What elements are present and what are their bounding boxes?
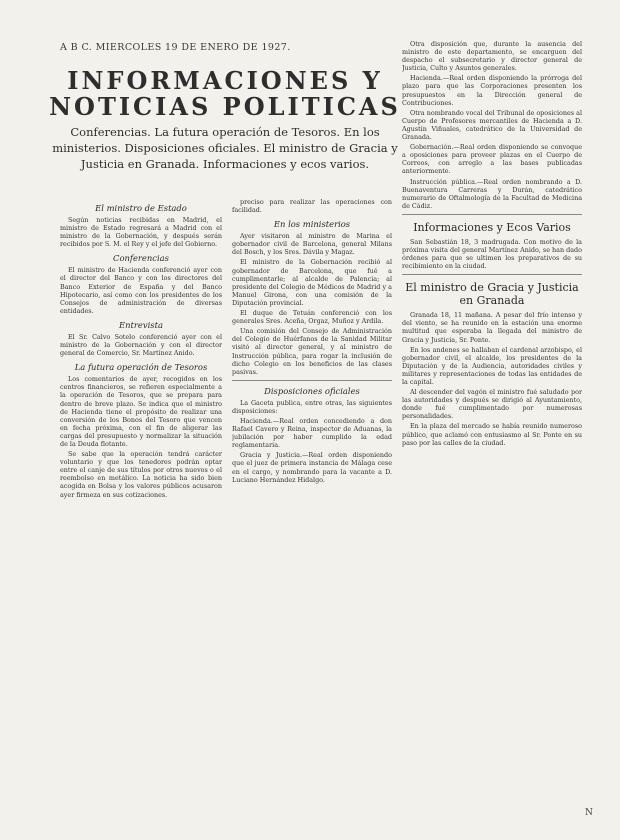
column-3 [402,40,582,830]
section-heading: El ministro de Gracia y Justicia en Granada [405,281,579,308]
article-paragraph: El duque de Tetuán conferenció con los generales Sres. Aceña, Orgaz, Muñoz y Ardila. [232,309,392,326]
page-subhead: Conferencias. La futura operación de Tesoros. En los ministerios. Disposiciones oficiales. El ministro de Gracia y Justicia en Granada. Informaciones y ecos varios. [52,125,398,171]
article-paragraph: Otra nombrando vocal del Tribunal de oposiciones al Cuerpo de Profesores mercantiles de Hacienda a D. Agustín Viñuales, catedrático de la Universidad de Granada. [402,108,582,142]
article-paragraph: San Sebastián 18, 3 madrugada. Con motivo de la próxima visita del general Martínez Anido, se han dado órdenes para que se ultimen los preparativos de su recibimiento en la ciudad. [402,237,582,271]
column-1 [60,198,222,828]
masthead: A B C. MIERCOLES 19 DE ENERO DE 1927. [60,42,291,53]
column-2 [232,198,392,828]
article-paragraph: Según noticias recibidas en Madrid, el ministro de Estado regresará a Madrid con el ministro de la Gobernación, y después serán recibidos por S. M. el Rey y el jefe del Gobierno. [60,216,222,249]
article-paragraph: Granada 18, 11 mañana. A pesar del frío intenso y del viento, se ha reunido en la estación una enorme multitud que esperaba la llegada del ministro de Gracia y Justicia, Sr. Ponte. [402,311,582,344]
section-heading: La futura operación de Tesoros [74,362,208,373]
article-paragraph: El ministro de Hacienda conferenció ayer con el director del Banco y con los directores del Banco Exterior de España y del Banco Hipotecario, así como con los presidentes de los Consejos de administración de diversas entidades. [60,266,222,315]
article-paragraph: El Sr. Calvo Sotelo conferenció ayer con el ministro de la Gobernación y con el director general de Comercio, Sr. Martínez Anido. [60,332,222,358]
section-heading: Conferencias [113,253,169,264]
article-paragraph: Una comisión del Consejo de Administración del Colegio de Huérfanos de la Sanidad Militar visitó al director general, y al ministro de Instrucción pública, para rogar la inclusión de dicho Colegio en los beneficios de las clases pasivas. [232,327,392,376]
article-paragraph: En los andenes se hallaban el cardenal arzobispo, el gobernador civil, el alcalde, los presidentes de la Diputación y de la Audiencia, autoridades civiles y militares y representaciones de todas las entidades de la capital. [402,345,582,386]
article-paragraph: Gracia y Justicia.—Real orden disponiendo que el juez de primera instancia de Málaga cese en el cargo, y nombrando para la vacante a D. Luciano Hernández Hidalgo. [232,451,392,484]
article-paragraph: Se sabe que la operación tendrá carácter voluntario y que los tenedores podrán optar entre el canje de sus títulos por otros nuevos o el reembolso en metálico. La noticia ha sido bien acogida en Bolsa y los valores públicos acusaron ayer firmeza en sus cotizaciones. [60,450,222,499]
article-paragraph: Instrucción pública.—Real orden nombrando a D. Buenaventura Carreras y Durán, catedrático numerario de Oftalmología de la Facultad de Medicina de Cádiz. [402,177,582,210]
article-paragraph: Ayer visitaron al ministro de Marina el gobernador civil de Barcelona, general Milans del Bosch, y los Sres. Dávila y Magaz. [232,232,392,257]
page-mark: N [585,808,593,818]
section-heading: Disposiciones oficiales [264,385,360,396]
divider [402,214,582,215]
article-paragraph: Gobernación.—Real orden disponiendo se convoque a oposiciones para proveer plazas en el Cuerpo de Correos, con arreglo a las bases publicadas anteriormente. [402,143,582,176]
section-heading: Informaciones y Ecos Varios [413,220,571,234]
divider [232,380,392,381]
article-paragraph: Los comentarios de ayer, recogidos en los centros financieros, se refieren especialmente a la operación de Tesoros, que se prepara para dentro de breve plazo. Se indica que el ministro de Hacienda tiene el propósito de realizar una conversión de los Bonos del Tesoro que vencen en fecha próxima, con el fin de aligerar las cargas del presupuesto y normalizar la situación de la Deuda flotante. [60,375,222,448]
section-heading: En los ministerios [273,219,351,230]
article-paragraph: En la plaza del mercado se había reunido numeroso público, que aclamó con entusiasmo al Sr. Ponte en su paso por las calles de la ciudad. [402,422,582,447]
article-paragraph: Al descender del vagón el ministro fué saludado por las autoridades y después se dirigió al Ayuntamiento, donde fué cumplimentado por numerosas personalidades. [402,388,582,421]
article-paragraph: Hacienda.—Real orden concediendo a don Rafael Cavero y Reina, inspector de Aduanas, la jubilación por haber cumplido la edad reglamentaria. [232,416,392,450]
divider [402,274,582,275]
article-paragraph: El ministro de la Gobernación recibió al gobernador de Barcelona, que fué a cumplimentarle; al alcalde de Palencia; al presidente del Colegio de Médicos de Madrid y a Manuel Girona, con una comisión de la Diputación provincial. [232,258,392,307]
page-headline: INFORMACIONES Y NOTICIAS POLITICAS [49,66,401,121]
article-paragraph: Hacienda.—Real orden disponiendo la prórroga del plazo para que las Corporaciones presenten los presupuestos en la Dirección general de Contribuciones. [402,74,582,107]
article-paragraph: La Gaceta publica, entre otras, las siguientes disposiciones: [232,398,392,415]
section-heading: El ministro de Estado [95,203,187,213]
article-paragraph: Otra disposición que, durante la ausencia del ministro de este departamento, se encarguen del despacho el subsecretario y director general de Justicia, Culto y Asuntos generales. [402,40,582,73]
article-paragraph: preciso para realizar las operaciones con facilidad. [232,198,392,215]
section-heading: Entrevista [119,319,163,330]
